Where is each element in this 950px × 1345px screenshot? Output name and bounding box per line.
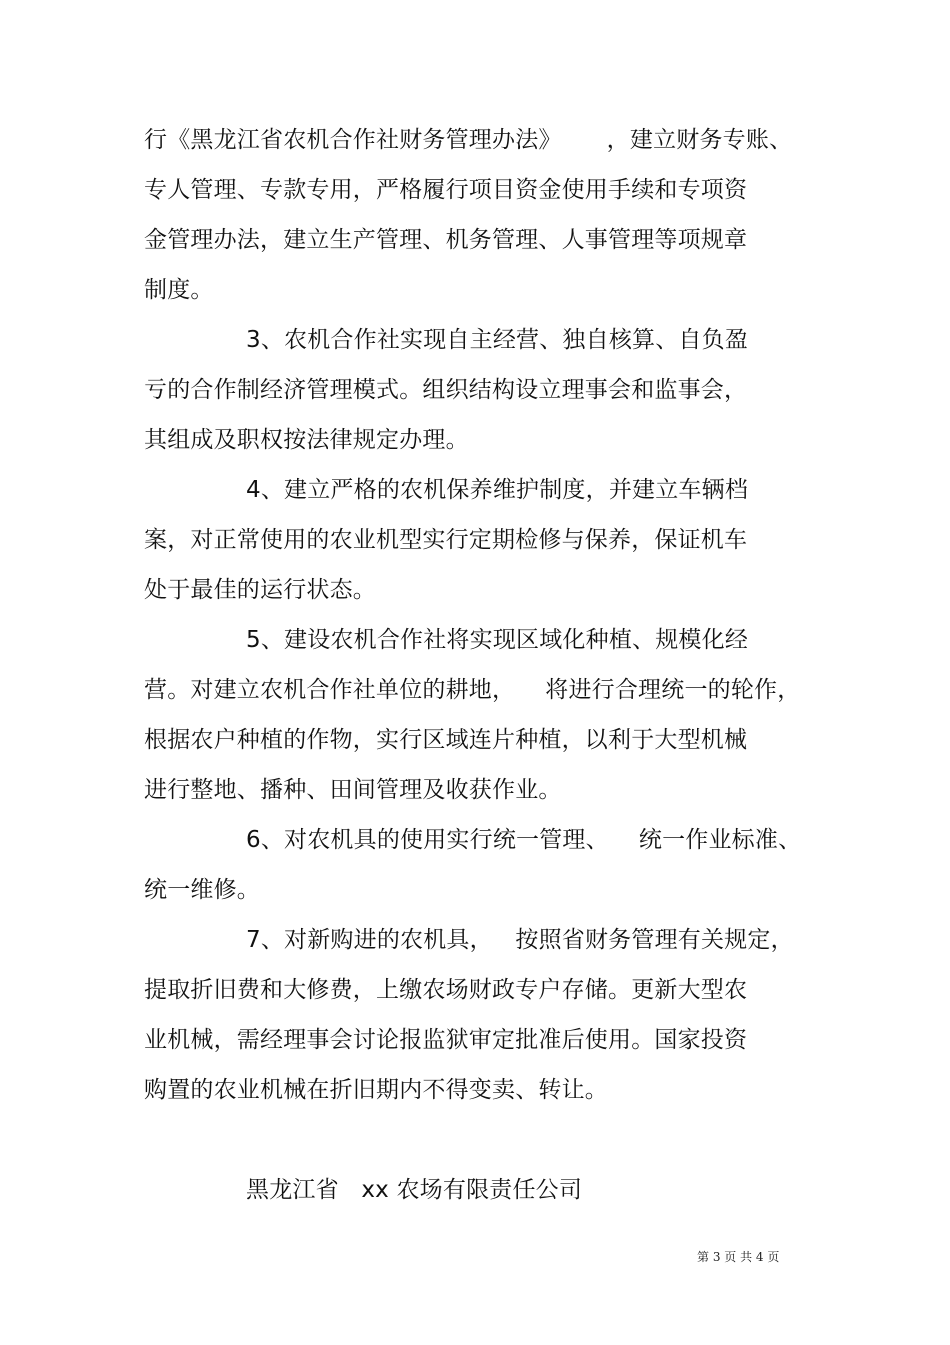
paragraph-line: 处于最佳的运行状态。 — [144, 577, 376, 603]
paragraph-line: 4、建立严格的农机保养维护制度，并建立车辆档 — [246, 477, 749, 503]
paragraph-line: 亏的合作制经济管理模式。组织结构设立理事会和监事会， — [144, 377, 748, 403]
paragraph-line: 提取折旧费和大修费，上缴农场财政专户存储。更新大型农 — [144, 977, 748, 1003]
paragraph-line: 行《黑龙江省农机合作社财务管理办法》 ，建立财务专账、 — [144, 127, 793, 153]
paragraph-line: 购置的农业机械在折旧期内不得变卖、转让。 — [144, 1077, 608, 1103]
paragraph-line: 金管理办法，建立生产管理、机务管理、人事管理等项规章 — [144, 227, 748, 253]
paragraph-line: 3、农机合作社实现自主经营、独自核算、自负盈 — [246, 327, 749, 353]
paragraph-line: 5、建设农机合作社将实现区域化种植、规模化经 — [246, 627, 749, 653]
paragraph-line: 营。对建立农机合作社单位的耕地， 将进行合理统一的轮作， — [144, 677, 801, 703]
paragraph-line: 7、对新购进的农机具， 按照省财务管理有关规定， — [246, 927, 794, 953]
paragraph-line: 统一维修。 — [144, 877, 260, 903]
paragraph-line: 进行整地、播种、田间管理及收获作业。 — [144, 777, 562, 803]
paragraph-line: 6、对农机具的使用实行统一管理、 统一作业标准、 — [246, 827, 802, 853]
paragraph-line: 制度。 — [144, 277, 214, 303]
company-signature: 黑龙江省 xx 农场有限责任公司 — [246, 1177, 583, 1203]
paragraph-line: 业机械，需经理事会讨论报监狱审定批准后使用。国家投资 — [144, 1027, 748, 1053]
paragraph-line: 专人管理、专款专用，严格履行项目资金使用手续和专项资 — [144, 177, 748, 203]
paragraph-line: 根据农户种植的作物，实行区域连片种植，以利于大型机械 — [144, 727, 748, 753]
paragraph-line: 案，对正常使用的农业机型实行定期检修与保养，保证机车 — [144, 527, 748, 553]
page-number-footer: 第 3 页 共 4 页 — [697, 1250, 780, 1264]
paragraph-line: 其组成及职权按法律规定办理。 — [144, 427, 469, 453]
